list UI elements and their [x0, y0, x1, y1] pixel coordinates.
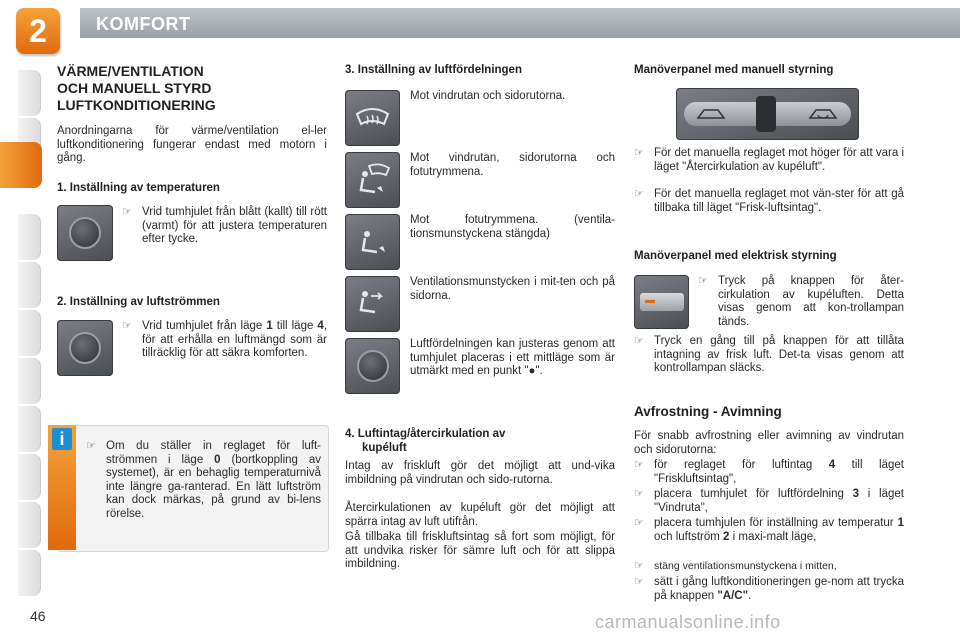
sec1-text: Vrid tumhjulet från blått (kallt) till rött (varmt) för att justera temperaturen efter tycke. — [142, 206, 327, 245]
windscreen-footwell-icon — [345, 152, 400, 208]
bullet-icon: ☞ — [634, 335, 644, 347]
footwell-image — [345, 214, 400, 270]
recirculation-button-image — [634, 275, 689, 329]
manual-panel-image — [676, 88, 859, 140]
bullet-icon: ☞ — [634, 188, 644, 200]
side-tab-7[interactable] — [18, 406, 41, 452]
windscreen-footwell-image — [345, 152, 400, 208]
sec1-bullet — [122, 206, 327, 247]
info-icon: i — [52, 428, 72, 450]
heading-line: OCH MANUELL STYRD — [57, 80, 212, 96]
defrost-bullet-5: ☞ sätt i gång luftkonditioneringen ge-nom att trycka på knappen "A/C". — [634, 576, 904, 602]
side-tab-active[interactable] — [0, 142, 42, 188]
distribution-text-3: Mot fotutrymmena. (ventila-tionsmunstyckena stängda) — [410, 214, 615, 240]
face-vents-image — [345, 276, 400, 332]
sec4-paragraph-1: Intag av friskluft gör det möjligt att und-vika imbildning på vindrutan och sido-rutorna. — [345, 460, 615, 486]
fresh-air-icon — [696, 106, 726, 122]
sec2-text: Vrid tumhjulet från läge 1 till läge 4, för att erhålla en luftmängd som är tillräcklig för att säkra komforten. — [142, 320, 328, 359]
defrost-intro: För snabb avfrostning eller avimning av vindrutan och sidorutorna: — [634, 430, 904, 456]
section-heading — [57, 63, 327, 114]
sec4-paragraph-3: Gå tillbaka till friskluftsintag så fort som möjligt, för att undvika risker för sämre luft och för att slippa imbildning. — [345, 531, 615, 570]
bullet-icon: ☞ — [634, 576, 644, 588]
side-tab-1[interactable] — [18, 70, 41, 116]
indicator-lamp — [645, 300, 655, 303]
manual-bullet-2: ☞ För det manuella reglaget mot vän-ster för att gå tillbaka till läget "Frisk-luftsintag". — [634, 188, 904, 214]
manual-bullet-1: ☞ För det manuella reglaget mot höger för att vara i läget "Återcirkulation av kupéluft". — [634, 147, 904, 173]
watermark[interactable]: carmanualsonline.info — [595, 612, 781, 632]
chapter-badge: 2 — [16, 8, 60, 54]
windscreen-demist-icon — [345, 90, 400, 146]
sec3-title: 3. Inställning av luftfördelningen — [345, 64, 522, 76]
page-number: 46 — [30, 608, 46, 624]
side-tab-6[interactable] — [18, 358, 41, 404]
bullet-icon: ☞ — [634, 459, 644, 471]
bullet-icon: ☞ — [122, 320, 132, 332]
distribution-knob-image — [345, 338, 400, 394]
bullet-icon: ☞ — [634, 560, 644, 572]
chapter-title: KOMFORT — [96, 14, 191, 34]
side-tab-4[interactable] — [18, 262, 41, 308]
defrost-title: Avfrostning - Avimning — [634, 404, 782, 419]
sec4-title: 4. Luftintag/återcirkulation av kupéluft — [345, 428, 506, 454]
header-bar — [80, 8, 960, 38]
distribution-knob-icon — [357, 350, 389, 382]
bullet-icon: ☞ — [698, 275, 708, 287]
distribution-text-5: Luftfördelningen kan justeras genom att tumhjulet placeras i ett mittläge som är utmärkt med en punkt "●". — [410, 338, 615, 377]
recirculation-button — [640, 293, 684, 311]
windscreen-demist-image — [345, 90, 400, 146]
electric-bullet-2: ☞ Tryck en gång till på knappen för att tillåta intagning av frisk luft. Det-ta visas genom att kontrollampan släcks. — [634, 335, 904, 374]
bullet-icon: ☞ — [634, 488, 644, 500]
bullet-icon: ☞ — [122, 206, 132, 218]
side-tab-10[interactable] — [18, 550, 41, 596]
sec1-title: 1. Inställning av temperaturen — [57, 182, 220, 194]
distribution-text-4: Ventilationsmunstycken i mit-ten och på sidorna. — [410, 276, 615, 302]
heading-line: LUFTKONDITIONERING — [57, 97, 216, 113]
sec2-title: 2. Inställning av luftströmmen — [57, 296, 220, 308]
sec4-paragraph-2: Återcirkulationen av kupéluft gör det möjligt att spärra intag av luft utifrån. — [345, 502, 615, 528]
info-text: Om du ställer in reglaget för luft-strömmen i läge 0 (bortkoppling av systemet), är en behaglig temperaturnivå inte längre ga-ranterad. En lätt luftström kan dock märkas, på grund av bi-lens rörelse. — [106, 440, 321, 520]
bullet-icon: ☞ — [634, 147, 644, 159]
electric-panel-title: Manöverpanel med elektrisk styrning — [634, 250, 837, 262]
defrost-bullet-3: ☞ placera tumhjulen för inställning av temperatur 1 och luftström 2 i maxi-malt läge, — [634, 517, 904, 543]
electric-bullet-1: ☞ Tryck på knappen för åter-cirkulation av kupéluften. Detta visas genom att kon-trollampan tänds. — [698, 275, 904, 328]
temperature-knob-icon — [69, 217, 101, 249]
bullet-icon: ☞ — [634, 517, 644, 529]
defrost-bullet-2: ☞ placera tumhjulet för luftfördelning 3 i läget "Vindruta", — [634, 488, 904, 514]
face-vents-icon — [345, 276, 400, 332]
side-tab-8[interactable] — [18, 454, 41, 500]
recirculation-icon — [808, 106, 838, 122]
intro-text: Anordningarna för värme/ventilation el-ler luftkonditionering fungerar endast med motorn i gång. — [57, 125, 327, 164]
info-bullet — [86, 440, 321, 521]
manual-slider-handle — [756, 96, 776, 132]
defrost-bullet-1: ☞ för reglaget för luftintag 4 till läget "Friskluftsintag", — [634, 459, 904, 485]
defrost-bullet-4: ☞ stäng ventilationsmunstyckena i mitten, — [634, 560, 837, 572]
bullet-icon: ☞ — [86, 440, 96, 452]
manual-panel-title: Manöverpanel med manuell styrning — [634, 64, 834, 76]
side-tab-3[interactable] — [18, 214, 41, 260]
side-tab-9[interactable] — [18, 502, 41, 548]
side-tab-5[interactable] — [18, 310, 41, 356]
temperature-knob-image — [57, 205, 113, 261]
sec2-bullet — [122, 320, 327, 361]
heading-line: VÄRME/VENTILATION — [57, 63, 204, 79]
airflow-knob-image — [57, 320, 113, 376]
distribution-text-1: Mot vindrutan och sidorutorna. — [410, 90, 566, 102]
distribution-text-2: Mot vindrutan, sidorutorna och fotutrymmena. — [410, 152, 615, 178]
airflow-knob-icon — [69, 332, 101, 364]
footwell-icon — [345, 214, 400, 270]
